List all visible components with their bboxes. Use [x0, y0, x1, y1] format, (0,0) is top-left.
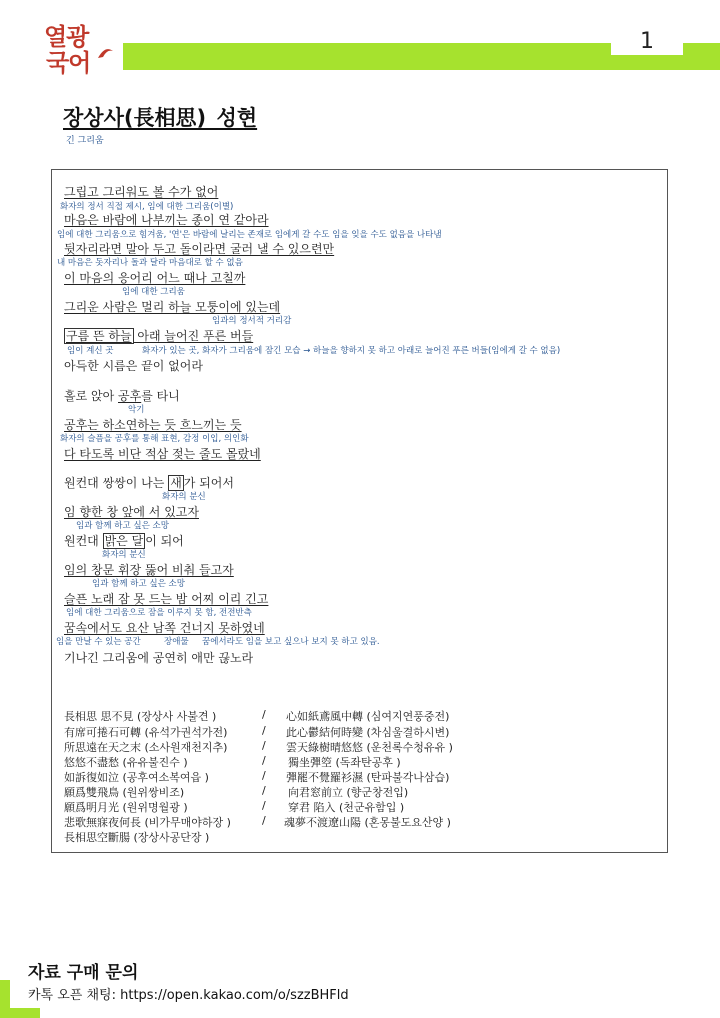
poem-note: 화자의 분신 — [162, 492, 206, 502]
original-left: 悠悠不盡愁 (유유불진수 ) — [64, 756, 188, 769]
poem-line — [64, 357, 203, 374]
poem-note: 화자의 정서 직접 제시, 임에 대한 그리움(이별) — [60, 202, 234, 212]
poem-note: 화자의 분신 — [102, 550, 146, 560]
original-right: 獨坐彈箜 (독좌탄공후 ) — [288, 756, 401, 769]
poem-note: 임에 대한 그리움으로 힘겨움, '연'은 바람에 날리는 존재로 임에게 갈 수도 임을 잊을 수도 없음을 나타냄 — [57, 230, 442, 240]
poem-line-text: 아래 늘어진 푸른 버들 — [133, 329, 254, 343]
brand-logo — [40, 22, 120, 85]
original-right: 雲天綠樹晴悠悠 (운천록수청유유 ) — [286, 741, 453, 754]
poem-note: 임에 대한 그리움 — [122, 287, 185, 297]
poem-line-text: 이 되어 — [145, 534, 184, 548]
original-left: 長相思 思不見 (장상사 사불견 ) — [64, 710, 217, 723]
poem-line-text: 공후는 하소연하는 듯 흐느끼는 듯 — [64, 418, 242, 432]
poem-line-text: 그립고 그리워도 볼 수가 없어 — [64, 185, 219, 199]
poem-line-text: 임 향한 창 앞에 서 있고자 — [64, 505, 199, 519]
poem-line — [64, 183, 218, 200]
original-right: 彈罷不覺羅衫濕 (탄파불각나삼습) — [286, 771, 450, 784]
poem-note: 꿈에서라도 임을 보고 싶으나 보지 못 하고 있음. — [202, 637, 380, 647]
separator: / — [262, 754, 266, 767]
poem-line — [64, 649, 253, 666]
poem-line-text: 아득한 시름은 끝이 없어라 — [64, 359, 203, 373]
poem-line — [64, 240, 334, 257]
poem-line-text: 임의 창문 휘장 뚫어 비춰 들고자 — [64, 563, 234, 577]
poem-line — [64, 269, 245, 286]
poem-line-text: 가 되어서 — [183, 476, 234, 490]
poem-line — [64, 416, 242, 433]
poem-line — [64, 298, 280, 315]
poem-note: 임과 함께 하고 싶은 소망 — [92, 579, 185, 589]
poem-line — [64, 387, 180, 404]
poem-line — [64, 211, 269, 228]
separator: / — [262, 784, 266, 797]
poem-line-text: 이 마음의 응어리 어느 때나 고칠까 — [64, 271, 246, 285]
page-number: 1 — [640, 29, 654, 54]
poem-line-text: 기나긴 그리움에 공연히 애만 끊노라 — [64, 651, 254, 665]
page-subtitle: 긴 그리움 — [66, 136, 104, 146]
poem-line-text: 그리운 사람은 멀리 하늘 모퉁이에 있는데 — [64, 300, 281, 314]
poem-line — [64, 474, 234, 491]
logo-text-line2: 국어 — [46, 48, 91, 77]
separator: / — [262, 814, 266, 827]
poem-line-text: 원컨대 쌍쌍이 나는 — [64, 476, 169, 490]
poem-line — [64, 619, 265, 636]
separator: / — [262, 739, 266, 752]
poem-note: 임이 계신 곳 — [67, 346, 114, 356]
separator: / — [262, 799, 266, 812]
original-left: 願爲明月光 (원위명월광 ) — [64, 801, 188, 814]
original-right: 向君窓前立 (향군창전입) — [288, 786, 409, 799]
poem-line — [64, 532, 184, 549]
poem-boxed-word: 밝은 달 — [104, 534, 144, 548]
original-left: 願爲雙飛鳥 (원위쌍비조) — [64, 786, 185, 799]
poem-underlined-word: 공후 — [118, 389, 142, 403]
page-number-box — [611, 27, 683, 55]
original-left: 悲歌無寐夜何長 (비가무매야하장 ) — [64, 816, 231, 829]
poem-line-text: 슬픈 노래 잠 못 드는 밤 어찌 이리 긴고 — [64, 592, 269, 606]
poem-line-text: 홀로 앉아 — [64, 389, 118, 403]
poem-note: 임과 함께 하고 싶은 소망 — [76, 521, 169, 531]
original-right: 此心鬱結何時變 (차심울결하시변) — [286, 726, 450, 739]
poem-note: 악기 — [128, 405, 145, 415]
poem-note: 임을 만날 수 있는 공간 — [56, 637, 141, 647]
poem-boxed-word: 구름 뜬 하늘 — [66, 329, 132, 343]
poem-note: 화자가 있는 곳, 화자가 그리움에 잠긴 모습 → 하늘을 향하지 못 하고 아래로 늘어진 푸른 버들(임에게 갈 수 없음) — [142, 346, 561, 356]
logo-text-line1: 열광 — [44, 22, 89, 51]
footer-title: 자료 구매 문의 — [28, 963, 139, 983]
poem-line — [64, 561, 234, 578]
poem-line-text: 원컨대 — [64, 534, 103, 548]
original-left: 長相思空斷腸 (장상사공단장 ) — [64, 831, 210, 844]
poem-line-text: 다 타도록 비단 적삼 젖는 줄도 몰랐네 — [64, 447, 261, 461]
poem-line-text: 를 타니 — [141, 389, 180, 403]
kakao-open-chat-link[interactable]: 카톡 오픈 채팅: https://open.kakao.com/o/szzBHFld — [28, 988, 349, 1003]
separator: / — [262, 708, 266, 721]
original-right: 穿君 陷入 (천군유함입 ) — [288, 801, 405, 814]
original-left: 所思遠在天之末 (소사원재천지추) — [64, 741, 228, 754]
poem-line — [64, 503, 199, 520]
poem-box — [51, 169, 668, 853]
original-left: 有席可捲石可轉 (유석가권석가전) — [64, 726, 228, 739]
logo-swirl-icon — [95, 43, 115, 63]
page-title: 장상사(長相思)_성현 — [63, 106, 258, 130]
poem-line — [64, 327, 253, 344]
poem-line-text: 꿈속에서도 요산 남쪽 건너지 못하였네 — [64, 621, 265, 635]
poem-note: 화자의 슬픔을 공후를 통해 표현, 감정 이입, 의인화 — [60, 434, 249, 444]
poem-boxed-word: 새 — [170, 476, 182, 490]
poem-note: 임에 대한 그리움으로 잠을 이루지 못 함, 전전반측 — [66, 608, 252, 618]
original-right: 心如紙鳶風中轉 (심여지연풍중전) — [286, 710, 450, 723]
original-left: 如訴復如泣 (공후여소복여읍 ) — [64, 771, 209, 784]
poem-line — [64, 445, 261, 462]
original-right: 魂夢不渡遼山陽 (혼몽불도요산양 ) — [284, 816, 451, 829]
poem-note: 임과의 정서적 거리감 — [212, 316, 292, 326]
poem-line-text: 마음은 바람에 나부끼는 종이 연 같아라 — [64, 213, 269, 227]
poem-line-text: 뒷자리라면 말아 두고 돌이라면 굴러 낼 수 있으련만 — [64, 242, 335, 256]
separator: / — [262, 724, 266, 737]
poem-line — [64, 590, 268, 607]
poem-note: 장애물 — [164, 637, 189, 647]
footer-accent-bar-horizontal — [0, 1008, 40, 1018]
poem-note: 내 마음은 돗자리나 돌과 달라 마음대로 할 수 없음 — [57, 258, 243, 268]
separator: / — [262, 769, 266, 782]
